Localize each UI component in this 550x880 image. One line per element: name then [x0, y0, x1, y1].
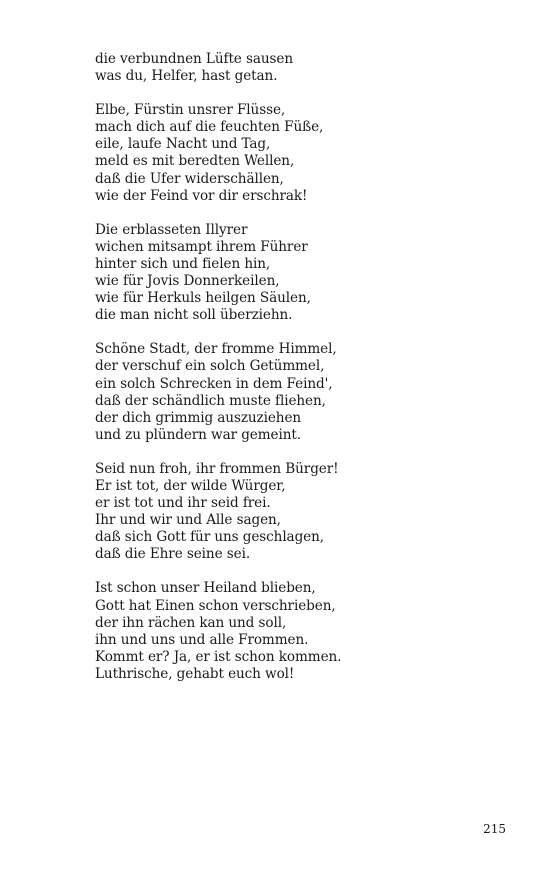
stanza-1 — [95, 51, 515, 85]
poem-line: ihn und uns und alle Frommen. — [95, 631, 309, 648]
stanza-6 — [95, 580, 515, 683]
poem-line: daß sich Gott für uns geschlagen, — [95, 529, 324, 546]
poem-line: daß die Ehre seine sei. — [95, 546, 251, 563]
poem-line: hinter sich und fielen hin, — [95, 255, 271, 272]
poem-line: der ihn rächen kan und soll, — [95, 614, 287, 631]
poem-line: daß der schändlich muste fliehen, — [95, 392, 326, 409]
poem-line: was du, Helfer, hast getan. — [95, 68, 278, 85]
page-number: 215 — [483, 822, 506, 836]
poem-line: Ihr und wir und Alle sagen, — [95, 512, 281, 529]
poem-line: Elbe, Fürstin unsrer Flüsse, — [95, 102, 286, 119]
poem-line: daß die Ufer widerschällen, — [95, 170, 284, 187]
poem-line: eile, laufe Nacht und Tag, — [95, 136, 271, 153]
poem-line: die verbundnen Lüfte sausen — [95, 51, 293, 67]
stanza-2 — [95, 102, 515, 205]
poem-line: mach dich auf die feuchten Füße, — [95, 119, 324, 136]
poem-line: Er ist tot, der wilde Würger, — [95, 477, 286, 494]
poem-line: er ist tot und ihr seid frei. — [95, 495, 271, 512]
poem-body — [95, 51, 515, 700]
poem-line: wie der Feind vor dir erschrak! — [95, 187, 308, 204]
poem-line: und zu plündern war gemeint. — [95, 426, 301, 443]
poem-line: wie für Jovis Donnerkeilen, — [95, 273, 280, 290]
poem-line: Luthrische, gehabt euch wol! — [95, 665, 295, 682]
poem-line: Die erblasseten Illyrer — [95, 221, 248, 238]
poem-line: meld es mit beredten Wellen, — [95, 153, 295, 170]
poem-line: der verschuf ein solch Getümmel, — [95, 358, 325, 375]
poem-line: wie für Herkuls heilgen Säulen, — [95, 290, 311, 307]
poem-line: Kommt er? Ja, er ist schon kommen. — [95, 648, 342, 665]
poem-line: Gott hat Einen schon verschrieben, — [95, 597, 336, 614]
poem-line: Schöne Stadt, der fromme Himmel, — [95, 341, 337, 358]
poem-line: wichen mitsampt ihrem Führer — [95, 238, 308, 255]
poem-line: die man nicht soll überziehn. — [95, 307, 293, 324]
stanza-3 — [95, 222, 515, 325]
poem-line: Seid nun froh, ihr frommen Bürger! — [95, 460, 339, 477]
poem-line: der dich grimmig auszuziehen — [95, 409, 302, 426]
poem-line: ein solch Schrecken in dem Feind', — [95, 375, 333, 392]
stanza-5 — [95, 461, 515, 564]
stanza-4 — [95, 341, 515, 444]
poem-line: Ist schon unser Heiland blieben, — [95, 580, 316, 597]
